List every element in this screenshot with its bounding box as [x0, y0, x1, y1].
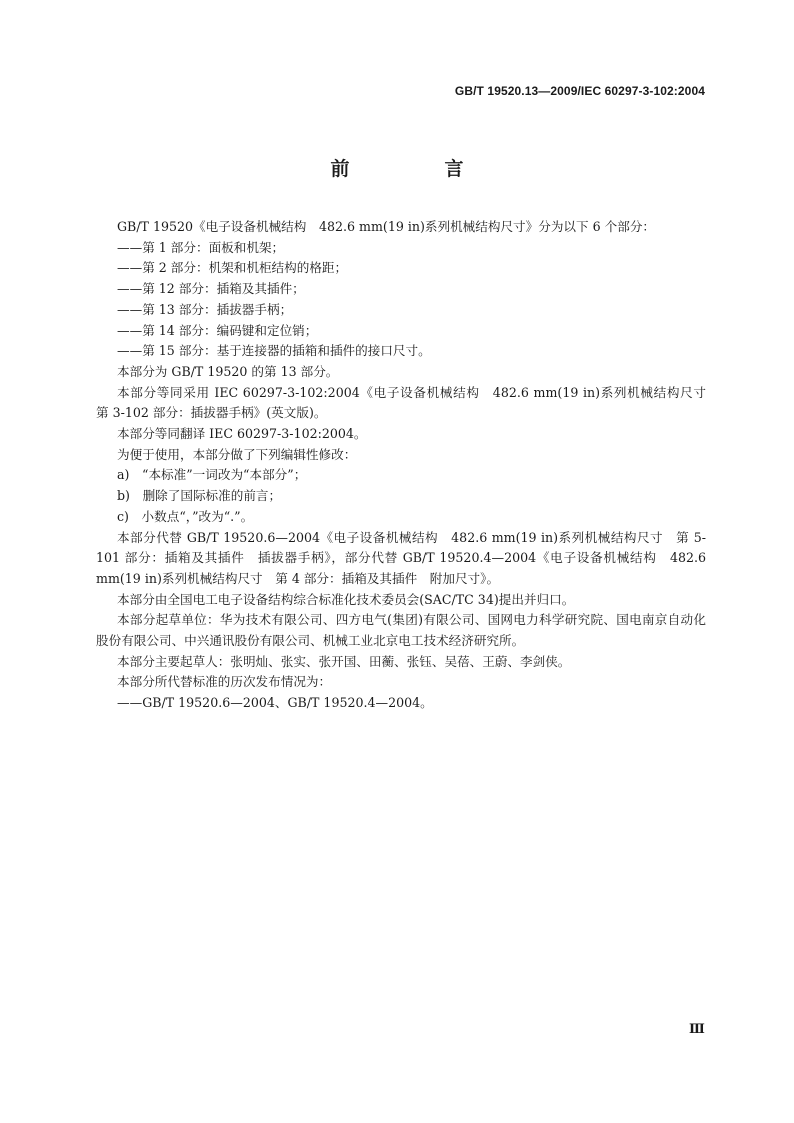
list-item-history: ——GB/T 19520.6—2004、GB/T 19520.4—2004。 — [117, 695, 433, 711]
list-item-part-13: ——第 13 部分：插拔器手柄； — [117, 301, 293, 317]
list-item-part-1: ——第 1 部分：面板和机架； — [117, 239, 285, 255]
page-title: 前 言 — [330, 158, 502, 180]
list-item-part-15: ——第 15 部分：基于连接器的插箱和插件的接口尺寸。 — [117, 343, 431, 359]
list-item-part-14: ——第 14 部分：编码键和定位销； — [117, 322, 318, 338]
list-item-change-c: c) 小数点“，”改为“.”。 — [117, 508, 254, 524]
list-item-part-12: ——第 12 部分：插箱及其插件； — [117, 281, 305, 297]
paragraph-parts-intro: GB/T 19520《电子设备机械结构 482.6 mm(19 in)系列机械结构尺寸》分为以下 6 个部分： — [117, 219, 656, 234]
paragraph-proposed-by: 本部分由全国电工电子设备结构综合标准化技术委员会(SAC/TC 34)提出并归口。 — [117, 591, 575, 607]
list-item-part-2: ——第 2 部分：机架和机柜结构的格距； — [117, 260, 348, 276]
paragraph-translation: 本部分等同翻译 IEC 60297-3-102:2004。 — [117, 426, 367, 442]
list-item-change-b: b) 删除了国际标准的前言； — [117, 488, 282, 504]
paragraph-drafters: 本部分主要起草人：张明灿、张实、张开国、田蘅、张钰、吴蓓、王蔚、李剑侠。 — [117, 653, 571, 669]
standard-code-header: GB/T 19520.13—2009/IEC 60297-3-102:2004 — [454, 84, 705, 98]
paragraph-editorial-changes: 为便于使用，本部分做了下列编辑性修改： — [117, 446, 357, 462]
paragraph-adoption: 本部分等同采用 IEC 60297-3-102:2004《电子设备机械结构 482.6 mm(19 in)系列机械结构尺寸 第 3-102 部分：插拔器手柄》(英文版)。 — [96, 384, 719, 421]
list-item-change-a: a) “本标准”一词改为“本部分”； — [117, 467, 307, 483]
paragraph-this-part: 本部分为 GB/T 19520 的第 13 部分。 — [117, 363, 339, 379]
paragraph-drafting-units: 本部分起草单位：华为技术有限公司、四方电气(集团)有限公司、国网电力科学研究院、国电南京自动化股份有限公司、中兴通讯股份有限公司、机械工业北京电工技术经济研究所。 — [96, 612, 706, 649]
page-number: Ⅲ — [689, 1022, 705, 1037]
foreword-body — [96, 217, 719, 714]
paragraph-replaces: 本部分代替 GB/T 19520.6—2004《电子设备机械结构 482.6 mm(19 in)系列机械结构尺寸 第 5-101 部分：插箱及其插件 插拔器手柄》，部分代替 GB/T 19520.4—2004《电子设备机械结构 482.6 mm(19 in)系列机械结构尺寸 第 4 部分：插箱及其插件 附加尺寸》。 — [96, 529, 706, 586]
paragraph-history-intro: 本部分所代替标准的历次发布情况为： — [117, 674, 332, 690]
